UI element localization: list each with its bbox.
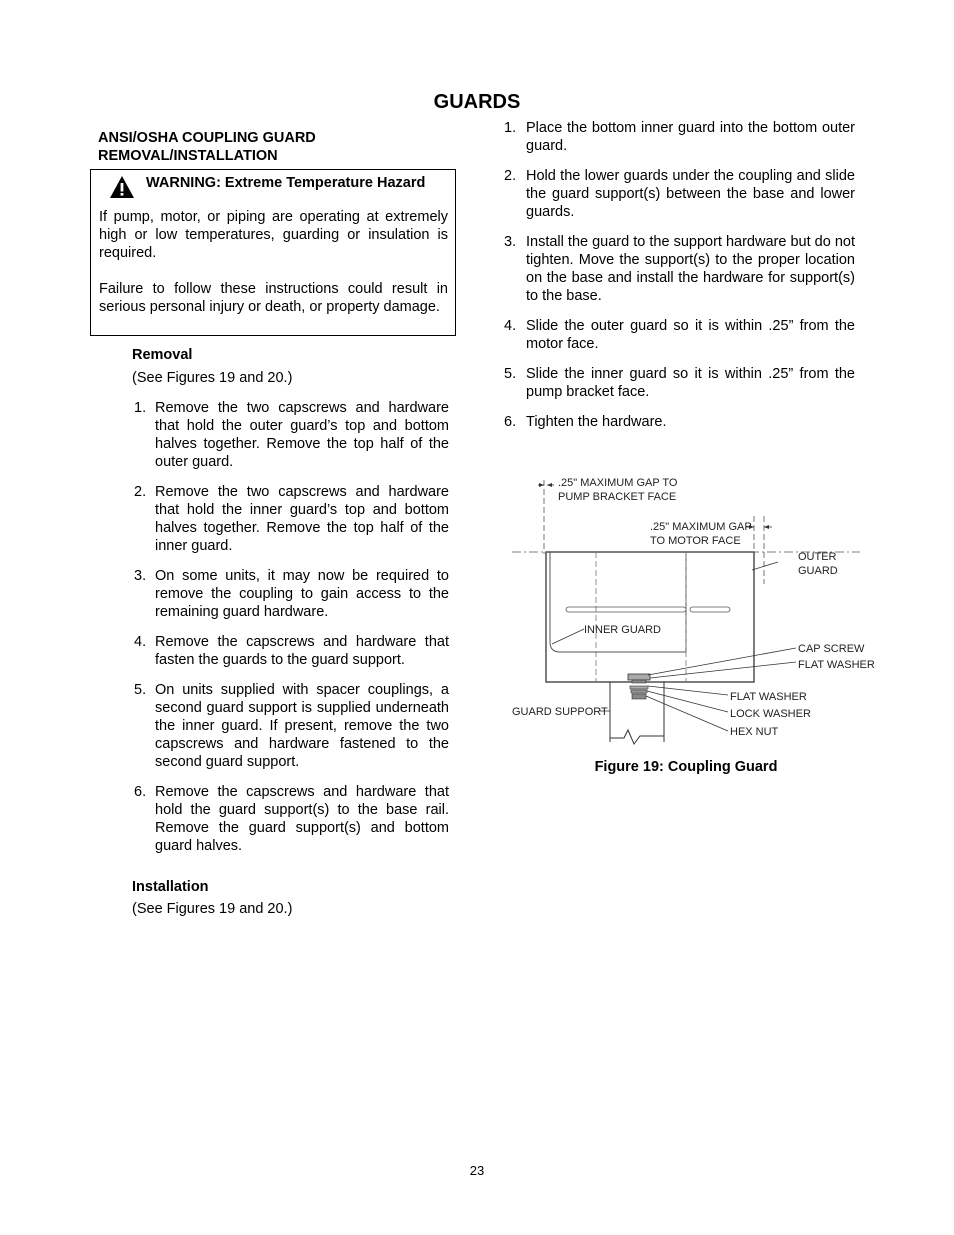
step-number: 3.: [504, 234, 517, 250]
step-number: 4.: [504, 318, 517, 334]
installation-steps-list: [504, 119, 855, 443]
list-item: [504, 413, 855, 431]
label-lock-washer: LOCK WASHER: [730, 708, 811, 720]
step-number: 4.: [134, 634, 147, 650]
removal-figure-ref: (See Figures 19 and 20.): [132, 370, 293, 386]
step-number: 3.: [134, 568, 147, 584]
figure-caption: Figure 19: Coupling Guard: [594, 759, 778, 775]
flat-washer: [630, 686, 648, 689]
list-item: [504, 365, 855, 401]
warning-text-2: Failure to follow these instructions could result in serious personal injury or death, or property damage.: [99, 281, 448, 315]
list-item: [504, 167, 855, 221]
list-item: [504, 317, 855, 353]
label-guard-support: GUARD SUPPORT: [512, 706, 608, 718]
label-gap-motor-2: TO MOTOR FACE: [650, 535, 741, 547]
label-cap-screw: CAP SCREW: [798, 643, 865, 655]
step-text: Remove the two capscrews and hardware that hold the inner guard’s top and bottom halves together. Remove the top half of the inner guard.: [155, 484, 449, 554]
step-text: Slide the inner guard so it is within .25” from the pump bracket face.: [526, 366, 855, 400]
list-item: [504, 233, 855, 305]
label-flat-washer-top: FLAT WASHER: [798, 659, 875, 671]
section-heading: ANSI/OSHA COUPLING GUARD REMOVAL/INSTALLATION: [98, 130, 316, 164]
step-number: 6.: [134, 784, 147, 800]
step-text: On units supplied with spacer couplings, a second guard support is supplied underneath the inner guard. If present, remove the two capscrews and hardware fastened to the second guard support.: [155, 682, 449, 770]
installation-figure-ref: (See Figures 19 and 20.): [132, 901, 293, 917]
step-number: 5.: [504, 366, 517, 382]
step-text: Remove the capscrews and hardware that hold the guard support(s) to the base rail. Remove the guard support(s) and bottom guard halves.: [155, 784, 449, 854]
step-text: Slide the outer guard so it is within .25” from the motor face.: [526, 318, 855, 352]
step-text: Remove the capscrews and hardware that fasten the guards to the guard support.: [155, 634, 449, 668]
warning-icon: [109, 175, 135, 199]
label-outer-1: OUTER: [798, 551, 837, 563]
step-number: 2.: [134, 484, 147, 500]
step-text: Hold the lower guards under the coupling and slide the guard support(s) between the base and lower guards.: [526, 168, 855, 220]
warning-title: WARNING: Extreme Temperature Hazard: [146, 175, 426, 191]
label-inner-guard: INNER GUARD: [584, 624, 662, 636]
lock-washer: [631, 690, 647, 693]
step-text: Install the guard to the support hardware but do not tighten. Move the support(s) to the proper location on the base and install the hardware for support(s) to the base.: [526, 234, 855, 304]
list-item: [504, 119, 855, 155]
installation-heading: Installation: [132, 879, 209, 895]
step-number: 6.: [504, 414, 517, 430]
page-title: GUARDS: [433, 91, 521, 113]
list-item: [132, 783, 449, 855]
step-number: 1.: [134, 400, 147, 416]
removal-steps-list: [132, 399, 449, 867]
step-text: Remove the two capscrews and hardware that hold the outer guard’s top and bottom halves together. Remove the top half of the outer guard.: [155, 400, 449, 470]
coupling-guard-diagram: [510, 474, 875, 744]
step-number: 2.: [504, 168, 517, 184]
label-gap-pump-2: PUMP BRACKET FACE: [558, 491, 677, 503]
list-item: [132, 633, 449, 669]
list-item: [132, 567, 449, 621]
inner-guard: [550, 552, 686, 652]
list-item: [132, 399, 449, 471]
hex-nut: [632, 694, 646, 699]
label-gap-motor-1: .25" MAXIMUM GAP: [650, 521, 752, 533]
removal-heading: Removal: [132, 347, 193, 363]
warning-box: [90, 169, 456, 336]
flat-washer-top: [628, 674, 650, 680]
list-item: [132, 483, 449, 555]
step-text: Tighten the hardware.: [526, 414, 667, 430]
label-flat-washer: FLAT WASHER: [730, 691, 807, 703]
page-number: 23: [469, 1163, 485, 1178]
warning-text-1: If pump, motor, or piping are operating at extremely high or low temperatures, guarding or insulation is required.: [99, 209, 448, 261]
list-item: [132, 681, 449, 771]
label-outer-2: GUARD: [798, 565, 838, 577]
step-text: On some units, it may now be required to remove the coupling to gain access to the remaining guard hardware.: [155, 568, 449, 620]
step-number: 1.: [504, 120, 517, 136]
label-gap-pump-1: .25" MAXIMUM GAP TO: [558, 477, 678, 489]
label-hex-nut: HEX NUT: [730, 726, 779, 738]
outer-guard: [546, 552, 754, 682]
step-text: Place the bottom inner guard into the bottom outer guard.: [526, 120, 855, 154]
step-number: 5.: [134, 682, 147, 698]
